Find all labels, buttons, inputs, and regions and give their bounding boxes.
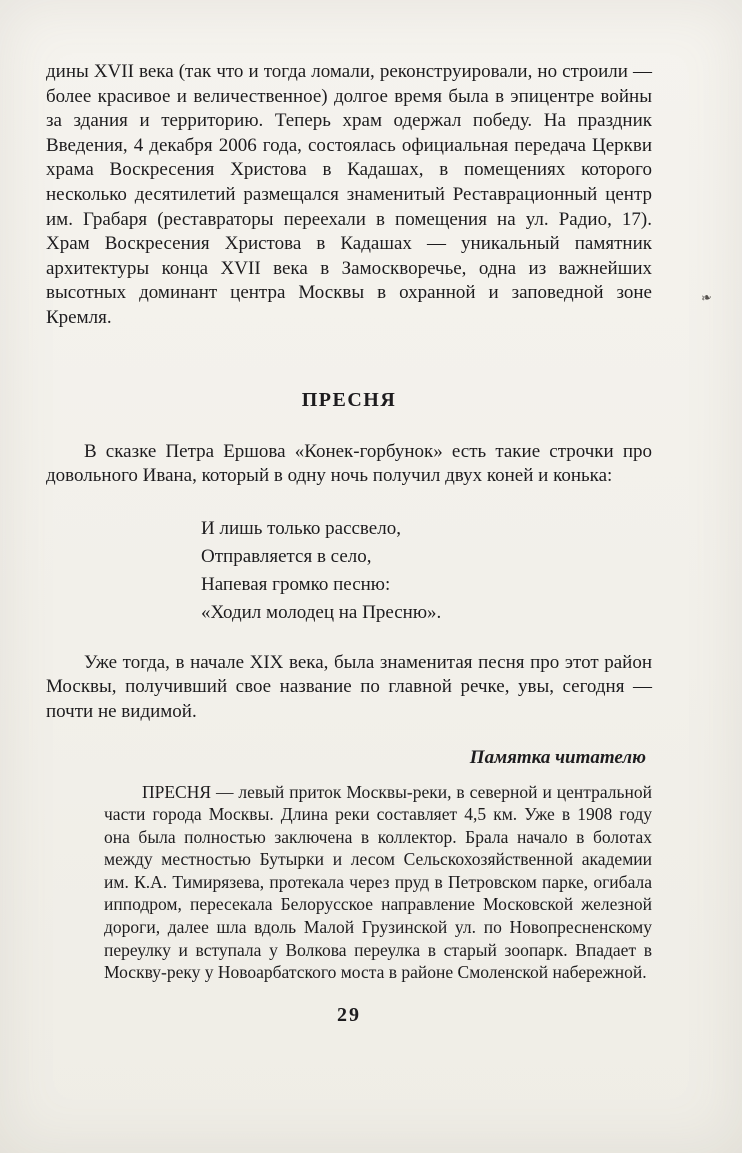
memo-heading: Памятка читателю xyxy=(469,746,646,768)
verse-line: Напевая громко песню: xyxy=(201,573,391,595)
page-number: 29 xyxy=(337,1003,361,1026)
section-heading-presnya: ПРЕСНЯ xyxy=(301,388,397,411)
verse-block xyxy=(201,515,652,627)
verse-line: И лишь только рассвело, xyxy=(201,517,401,539)
paragraph-continuation: дины XVII века (так что и тогда ломали, реконструировали, но строили — более красивое и величественное) долгое время была в эпицентре войны за здания и территорию. Теперь храм одержал победу. На праздник Введения, 4 декабря 2006 года, состоялась официальная передача Церкви храма Воскресения Христова в Кадашах, в помещениях которого несколько десятилетий размещался знаменитый Реставрационный центр им. Грабаря (реставраторы переехали в помещения на ул. Радио, 17). Храм Воскресения Христова в Кадашах — уникальный памятник архитектуры конца XVII века в Замоскворечье, одна из важнейших высотных доминант центра Москвы в охранной и заповедной зоне Кремля. xyxy=(46,61,652,328)
paragraph-song-history: Уже тогда, в начале XIX века, была знаменитая песня про этот район Москвы, получивший свое название по главной речке, увы, сегодня — почти не видимой. xyxy=(46,651,652,722)
verse-line: Отправляется в село, xyxy=(201,545,372,567)
paragraph-fairytale: В сказке Петра Ершова «Конек-горбунок» есть такие строчки про довольного Ивана, который в одну ночь получил двух коней и конька: xyxy=(46,440,652,487)
memo-paragraph: ПРЕСНЯ — левый приток Москвы-реки, в северной и центральной части города Москвы. Длина реки составляет 4,5 км. Уже в 1908 году она была полностью заключена в коллектор. Брала начало в болотах между местностью Бутырки и лесом Сельскохозяйственной академии им. К.А. Тимирязева, протекала через пруд в Петровском парке, огибала ипподром, пересекала Белорусское направление Московской железной дороги, далее шла вдоль Малой Грузинской ул. по Новопресненскому переулку и вступала у Волкова переулка в старый зоопарк. Впадает в Москву-реку у Новоарбатского моста в районе Смоленской набережной. xyxy=(104,781,652,983)
ink-blemish-ornament: ❧ xyxy=(699,289,714,306)
verse-line: «Ходил молодец на Пресню». xyxy=(201,601,442,623)
